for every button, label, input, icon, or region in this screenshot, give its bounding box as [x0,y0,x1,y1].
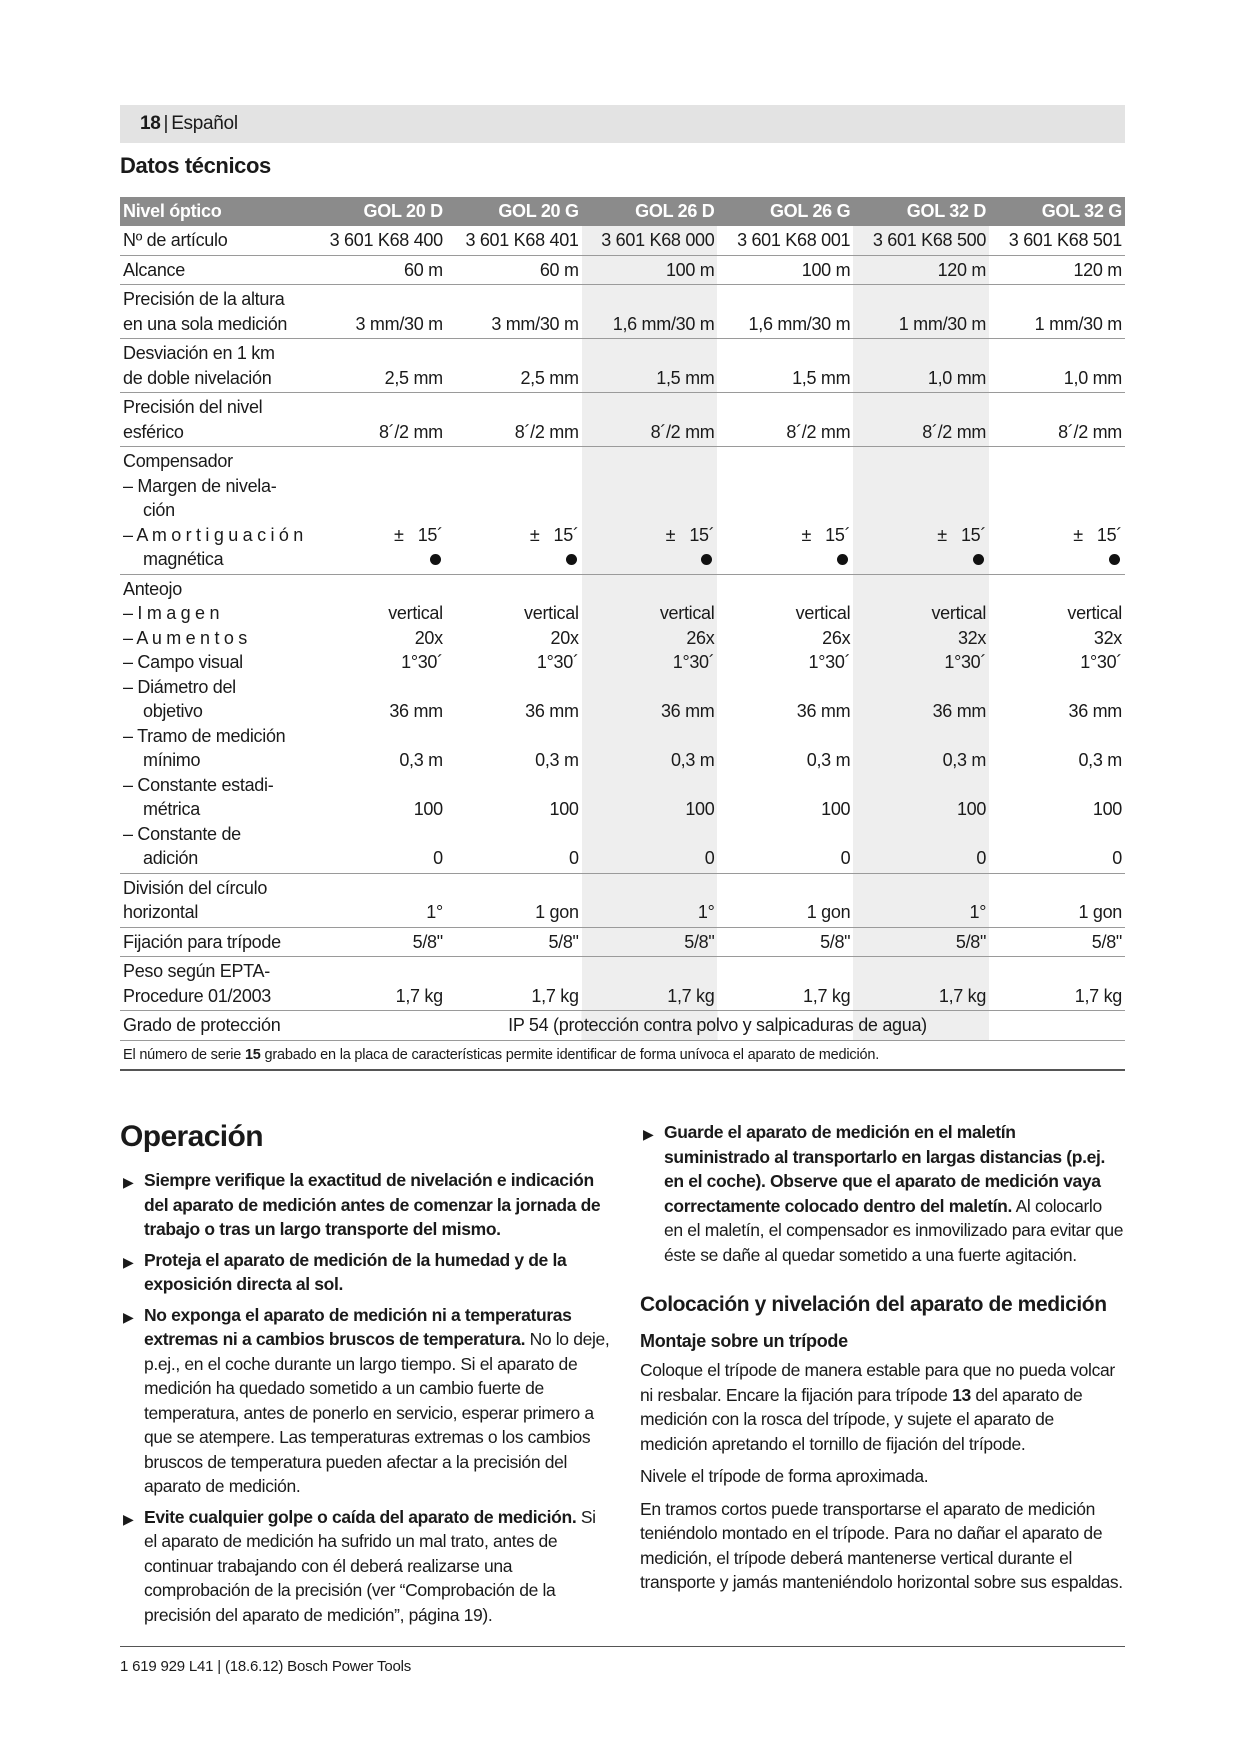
table-cell: 3 601 K68 500 [853,226,989,255]
table-cell: 8´/2 mm [989,393,1125,447]
spacer [856,724,986,749]
table-row [120,927,1125,957]
table-cell: 5/8" [582,927,718,957]
tramo-value: 0,3 m [399,750,443,770]
diametro-value: 36 mm [932,701,987,721]
paragraph-text: Coloque el trípode de manera estable para que no pueda volcar ni resbalar. Encare la fijación para trípode [640,1360,1115,1405]
table-cell [582,447,718,575]
page-header [120,105,1125,143]
row-label-line: objetivo [143,701,203,721]
row-label: Nº de artículo [120,226,310,255]
row-label-line: Desviación en 1 km [123,343,275,363]
aumentos-value: 26x [686,627,715,648]
triangle-bullet-icon: ▶ [123,1510,134,1527]
table-cell: 100 m [717,255,853,285]
column-header: GOL 20 D [310,197,446,226]
triangle-bullet-icon: ▶ [643,1126,654,1142]
spacer [585,773,715,798]
table-cell [989,447,1125,575]
aumentos-value: 26x [822,627,851,648]
adicion-value: 0 [976,848,987,868]
estadi-value: 100 [1092,799,1122,819]
table-cell: 1,7 kg [989,957,1125,1011]
spacer [585,822,715,847]
adicion-value: 0 [840,848,851,868]
tramo-value: 0,3 m [535,750,579,770]
row-label [120,574,310,873]
spacer [992,675,1122,700]
table-cell: 1° [853,873,989,927]
bullet-bold-text: Proteja el aparato de medición de la humedad y de la exposición directa al sol. [144,1249,567,1294]
table-cell: 2,5 mm [446,339,582,393]
table-cell [853,447,989,575]
tramo-value: 0,3 m [670,750,715,770]
row-label-line: en una sola medición [123,313,288,334]
table-row [120,574,1125,873]
operacion-title: Operación [120,1120,263,1153]
row-label-line: magnética [143,549,224,569]
row-label [120,393,310,447]
montaje-subtitle: Montaje sobre un trípode [640,1331,848,1351]
table-cell [310,574,446,873]
row-label-line: – Constante estadi- [123,774,274,795]
table-footnote-row [120,1040,1125,1070]
diametro-value: 36 mm [1068,701,1122,721]
spacer [992,822,1122,847]
table-cell: 8´/2 mm [310,393,446,447]
estadi-value: 100 [821,799,851,819]
row-label-line: Precisión de la altura [123,289,285,309]
header-separator: | [163,113,169,134]
bullet-dot-icon [313,547,443,572]
imagen-value: vertical [795,603,851,623]
page-number: 18 [140,113,161,134]
table-cell: 1,7 kg [446,957,582,1011]
spacer [720,773,850,798]
row-label-line: Procedure 01/2003 [123,985,272,1006]
triangle-bullet-icon: ▶ [123,1174,134,1190]
footer-text: 1 619 929 L41 | (18.6.12) Bosch Power Tools [120,1658,412,1675]
aumentos-value: 32x [1093,627,1122,648]
table-cell: 5/8" [717,927,853,957]
spacer [856,675,986,700]
footnote-number: 15 [244,1046,261,1063]
table-cell: 5/8" [853,927,989,957]
table-cell: 5/8" [989,927,1125,957]
table-cell: 1 gon [989,873,1125,927]
table-cell: 8´/2 mm [582,393,718,447]
table-cell: 3 mm/30 m [446,285,582,339]
campo-value: 1°30´ [1080,652,1122,672]
table-cell: 3 601 K68 401 [446,226,582,255]
bullet-bold-text: No exponga el aparato de medición ni a temperaturas extremas ni a cambios bruscos de temperatura. [144,1304,572,1349]
column-header: GOL 26 G [717,197,853,226]
tramo-value: 0,3 m [942,750,987,770]
left-column [120,1120,610,1633]
table-header-row [120,197,1125,226]
table-cell: 1,7 kg [717,957,853,1011]
spacer [313,822,443,847]
adicion-value: 0 [433,848,443,868]
diametro-value: 36 mm [389,701,443,721]
spacer [720,822,850,847]
table-cell: 1,6 mm/30 m [582,285,718,339]
table-cell [582,574,718,873]
spacer [449,773,579,798]
diametro-value: 36 mm [525,701,579,721]
paragraph-number: 13 [952,1384,971,1405]
table-row [120,393,1125,447]
compensator-margin-value: ± 15´ [529,524,579,545]
table-cell [717,574,853,873]
row-label-line: – I m a g e n [123,603,220,623]
table-cell: 1,0 mm [989,339,1125,393]
table-row [120,1011,1125,1041]
table-cell: 1,6 mm/30 m [717,285,853,339]
table-cell: 60 m [446,255,582,285]
campo-value: 1°30´ [536,652,579,672]
row-label-line: métrica [143,799,200,819]
spacer [313,724,443,749]
table-cell: 120 m [853,255,989,285]
table-row [120,285,1125,339]
compensator-margin-value: ± 15´ [665,524,715,545]
table-cell: 1,5 mm [717,339,853,393]
table-cell: 1,7 kg [310,957,446,1011]
adicion-value: 0 [568,848,579,868]
row-label-line: esférico [123,421,184,442]
table-cell [310,447,446,575]
row-label [120,339,310,393]
row-label-line: Precisión del nivel [123,397,263,417]
spacer [585,724,715,749]
row-label-line: – Diámetro del [123,676,236,697]
campo-value: 1°30´ [672,652,715,672]
table-cell: 1 mm/30 m [853,285,989,339]
row-label: Alcance [120,255,310,285]
estadi-value: 100 [956,799,987,819]
table-cell: IP 54 (protección contra polvo y salpicaduras de agua) [310,1011,1125,1041]
table-cell: 2,5 mm [310,339,446,393]
table-cell: 1,7 kg [582,957,718,1011]
tramo-value: 0,3 m [806,750,851,770]
campo-value: 1°30´ [944,652,987,672]
table-cell: 1 gon [717,873,853,927]
table-cell: 5/8" [446,927,582,957]
compensator-margin-value: ± 15´ [1073,524,1122,545]
table-cell: 1° [582,873,718,927]
spacer [720,675,850,700]
campo-value: 1°30´ [808,652,851,672]
footnote-text: El número de serie [123,1046,245,1063]
column-header: Nivel óptico [120,197,310,226]
adicion-value: 0 [1112,848,1122,868]
spacer [449,822,579,847]
bullet-text: No lo deje, p.ej., en el coche durante un largo tiempo. Si el aparato de medición ha quedado sometido a un cambio fuerte de temperatura, antes de ponerlo en servicio, esperar primero a que se atempere. Las temperaturas extremas o los cambios bruscos de temperatura pueden afectar a la precisión del aparato de medición. [144,1329,610,1496]
spacer [992,724,1122,749]
column-header: GOL 26 D [582,197,718,226]
header-language: Español [171,113,238,134]
table-row [120,873,1125,927]
row-label [120,957,310,1011]
imagen-value: vertical [524,603,579,623]
estadi-value: 100 [413,799,443,819]
table-cell: 1 gon [446,873,582,927]
footer-divider [120,1646,1125,1647]
row-label-line: – Constante de [123,823,241,844]
table-cell [717,447,853,575]
estadi-value: 100 [549,799,579,819]
bullet-dot-icon [720,547,850,572]
row-label [120,285,310,339]
colocacion-title: Colocación y nivelación del aparato de medición [640,1293,1107,1316]
paragraph [640,1358,1125,1456]
row-label [120,873,310,927]
table-cell: 1,7 kg [853,957,989,1011]
specs-table [120,197,1125,1071]
spacer [856,822,986,847]
row-label-line: – Tramo de medición [123,725,286,746]
spacer [856,773,986,798]
triangle-bullet-icon: ▶ [123,1308,134,1325]
row-label-line: mínimo [143,750,201,770]
bullet-text: Al colocarlo en el maletín, el compensador es inmovilizado para evitar que éste se dañe al quedar sometido a una fuerte agitación. [664,1195,1124,1265]
compensator-margin-value: ± 15´ [801,524,851,545]
table-cell: 1,0 mm [853,339,989,393]
adicion-value: 0 [704,848,715,868]
aumentos-value: 20x [550,627,579,648]
row-label-line: horizontal [123,902,199,922]
footnote-text: grabado en la placa de características permite identificar de forma unívoca el aparato de medición. [260,1046,880,1063]
table-cell: 8´/2 mm [853,393,989,447]
imagen-value: vertical [388,603,443,623]
spacer [313,675,443,700]
table-cell: 1 mm/30 m [989,285,1125,339]
imagen-value: vertical [931,603,987,623]
list-item [120,1505,610,1628]
table-cell [989,574,1125,873]
right-column [640,1120,1125,1603]
bullet-bold-text: Evite cualquier golpe o caída del aparato de medición. [144,1506,577,1527]
row-label-line: – A m o r t i g u a c i ó n [123,524,303,545]
row-label [120,447,310,575]
compensator-margin-value: ± 15´ [937,524,987,545]
table-cell: 3 601 K68 501 [989,226,1125,255]
column-header: GOL 32 D [853,197,989,226]
row-label-line: Compensador [123,451,233,471]
bullet-bold-text: Siempre verifique la exactitud de nivelación e indicación del aparato de medición antes de comenzar la jornada de trabajo o tras un largo transporte del mismo. [144,1170,601,1239]
spacer [313,773,443,798]
table-cell: 120 m [989,255,1125,285]
paragraph: Nivele el trípode de forma aproximada. [640,1466,929,1486]
list-item [120,1168,610,1242]
table-cell: 1,5 mm [582,339,718,393]
table-cell [853,574,989,873]
bullet-dot-icon [856,547,986,572]
table-cell [446,447,582,575]
table-cell: 8´/2 mm [717,393,853,447]
table-row [120,957,1125,1011]
bullet-dot-icon [449,547,579,572]
row-label-line: Anteojo [123,578,182,599]
campo-value: 1°30´ [401,652,443,672]
table-row [120,226,1125,255]
row-label-line: Peso según EPTA- [123,961,270,981]
section-title: Datos técnicos [120,153,271,178]
table-cell: 60 m [310,255,446,285]
paragraph: En tramos cortos puede transportarse el aparato de medición teniéndolo montado en el trípode. Para no dañar el aparato de medición, el trípode deberá mantenerse vertical durante el transporte y jamás manteniéndolo horizontal sobre sus espaldas. [640,1498,1123,1592]
aumentos-value: 32x [957,627,987,648]
imagen-value: vertical [659,603,715,623]
list-item [640,1120,1125,1267]
table-cell: 5/8" [310,927,446,957]
row-label-line: – Campo visual [123,652,243,672]
diametro-value: 36 mm [660,701,715,721]
bullet-dot-icon [585,547,715,572]
table-cell: 3 601 K68 001 [717,226,853,255]
list-item [120,1248,610,1297]
aumentos-value: 20x [414,627,443,648]
row-label-line: División del círculo [123,877,268,898]
table-footnote [120,1040,1125,1070]
table-cell: 3 mm/30 m [310,285,446,339]
spacer [585,675,715,700]
spacer [449,675,579,700]
row-label-line: de doble nivelación [123,367,272,388]
column-header: GOL 32 G [989,197,1125,226]
compensator-margin-value: ± 15´ [394,524,443,545]
row-label-line: ción [143,500,175,520]
table-cell: 1° [310,873,446,927]
row-label-line: adición [143,848,198,868]
paragraph-text: del aparato de medición con la rosca del trípode, y sujete el aparato de medición apretando el tornillo de fijación del trípode. [640,1384,1083,1454]
table-cell: 100 m [582,255,718,285]
spacer [720,724,850,749]
estadi-value: 100 [685,799,715,819]
table-cell: 3 601 K68 000 [582,226,718,255]
spacer [992,773,1122,798]
table-cell: 8´/2 mm [446,393,582,447]
table-cell [446,574,582,873]
row-label-line: – Margen de nivela- [123,475,277,496]
triangle-bullet-icon: ▶ [123,1253,134,1270]
bullet-bold-text: Guarde el aparato de medición en el maletín suministrado al transportarlo en largas distancias (p.ej. en el coche). Observe que el aparato de medición vaya correctamente colocado dentro del maletín. [664,1122,1106,1216]
table-row [120,339,1125,393]
imagen-value: vertical [1067,603,1122,623]
row-label-line: – A u m e n t o s [123,627,247,648]
diametro-value: 36 mm [796,701,851,721]
tramo-value: 0,3 m [1078,750,1122,770]
table-cell: 3 601 K68 400 [310,226,446,255]
list-item [120,1303,610,1499]
spacer [449,724,579,749]
bullet-text: Si el aparato de medición ha sufrido un mal trato, antes de continuar trabajando con él deberá realizarse una comprobación de la precisión (ver “Comprobación de la precisión del aparato de medición”, página 19). [144,1506,596,1625]
table-row [120,255,1125,285]
row-label: Fijación para trípode [120,927,310,957]
bullet-dot-icon [992,547,1122,572]
table-row [120,447,1125,575]
column-header: GOL 20 G [446,197,582,226]
row-label: Grado de protección [120,1011,310,1041]
